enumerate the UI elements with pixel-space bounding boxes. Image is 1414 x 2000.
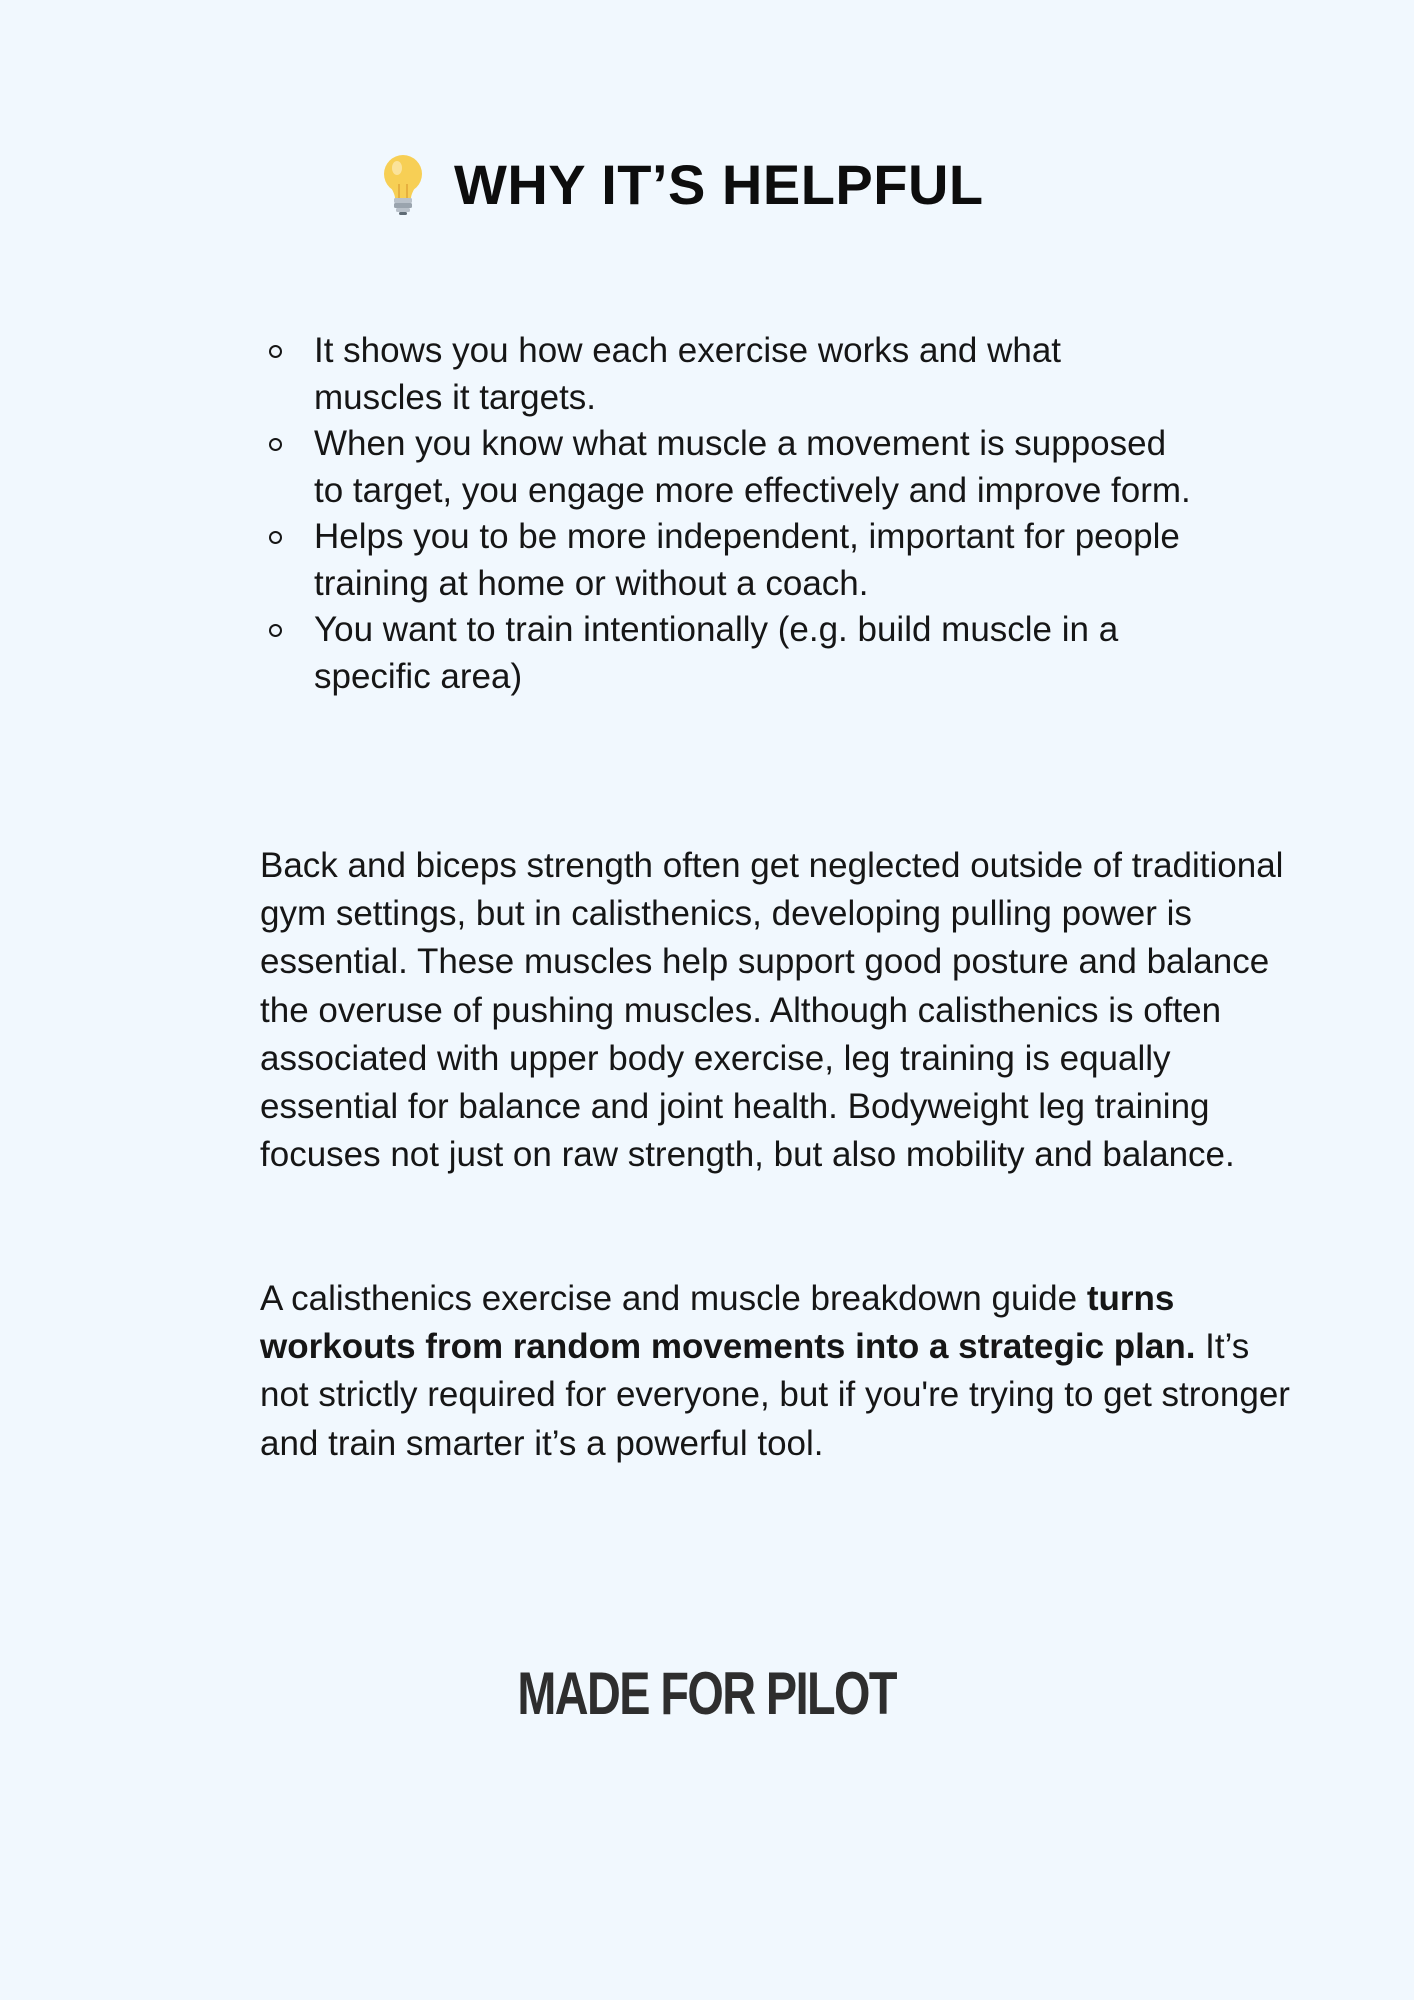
list-item-text: Helps you to be more independent, important for people training at home or without a coach.	[314, 517, 1180, 603]
page-header	[380, 150, 984, 220]
hollow-bullet-icon	[269, 531, 282, 544]
body-paragraph-strength: Back and biceps strength often get neglected outside of traditional gym settings, but in calisthenics, developing pulling power is essential. These muscles help support good posture and balance the overuse of pushing muscles. Although calisthenics is often associated with upper body exercise, leg training is equally essential for balance and joint health. Bodyweight leg training focuses not just on raw strength, but also mobility and balance.	[260, 846, 1284, 1175]
list-item-text: It shows you how each exercise works and what muscles it targets.	[314, 331, 1062, 417]
lightbulb-icon	[380, 154, 426, 216]
hollow-bullet-icon	[269, 624, 282, 637]
brand-text: MADE FOR PILOT	[517, 1660, 897, 1727]
list-item	[260, 421, 1194, 514]
paragraph-emphasis: turns workouts from random movements into a strategic plan.	[260, 1279, 1196, 1367]
footer-brand	[0, 1660, 1414, 1727]
body-paragraph-guide	[260, 1275, 1290, 1468]
list-item	[260, 607, 1194, 700]
paragraph-outro: It’s not strictly required for everyone, but if you're trying to get stronger and train smarter it’s a powerful tool.	[260, 1327, 1290, 1463]
hollow-bullet-icon	[269, 345, 282, 358]
list-item	[260, 328, 1194, 421]
list-item	[260, 514, 1194, 607]
paragraph-intro: A calisthenics exercise and muscle breakdown guide	[260, 1279, 1087, 1318]
list-item-text: You want to train intentionally (e.g. build muscle in a specific area)	[314, 610, 1119, 696]
page-title: WHY IT’S HELPFUL	[454, 153, 984, 216]
benefits-list	[260, 328, 1220, 700]
list-item-text: When you know what muscle a movement is supposed to target, you engage more effectively and improve form.	[314, 424, 1191, 510]
hollow-bullet-icon	[269, 438, 282, 451]
